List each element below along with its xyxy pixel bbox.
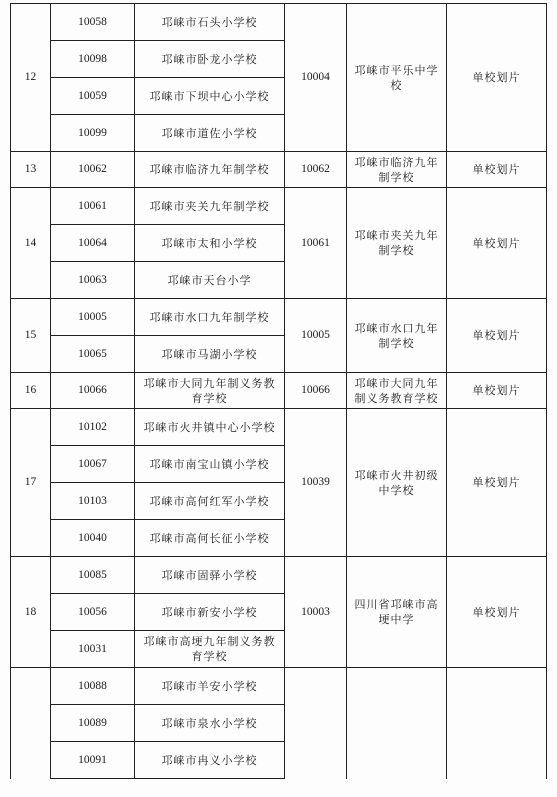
primary-school-code-cell: 10065 xyxy=(51,336,135,373)
group-index-cell: 12 xyxy=(11,4,51,152)
group-index-cell: 18 xyxy=(11,557,51,668)
primary-school-code-cell: 10059 xyxy=(51,78,135,115)
primary-school-code-cell: 10091 xyxy=(51,742,135,779)
primary-school-name-cell: 邛崃市高何长征小学校 xyxy=(135,520,285,557)
primary-school-name-cell: 邛崃市火井镇中心小学校 xyxy=(135,409,285,446)
primary-school-name-cell: 邛崃市卧龙小学校 xyxy=(135,41,285,78)
primary-school-code-cell: 10062 xyxy=(51,152,135,188)
middle-school-name-cell: 邛崃市临济九年制学校 xyxy=(347,152,447,188)
assignment-method-cell: 单校划片 xyxy=(447,299,547,373)
table-row xyxy=(11,188,547,225)
middle-school-name-cell: 四川省邛崃市高埂中学 xyxy=(347,557,447,668)
primary-school-name-cell: 邛崃市临济九年制学校 xyxy=(135,152,285,188)
group-index-cell: 15 xyxy=(11,299,51,373)
primary-school-name-cell: 邛崃市下坝中心小学校 xyxy=(135,78,285,115)
table-row xyxy=(11,557,547,594)
middle-school-code-cell: 10061 xyxy=(285,188,347,299)
table-row xyxy=(11,409,547,446)
assignment-method-cell: 单校划片 xyxy=(447,409,547,557)
primary-school-name-cell: 邛崃市夹关九年制学校 xyxy=(135,188,285,225)
primary-school-name-cell: 邛崃市马湖小学校 xyxy=(135,336,285,373)
assignment-method-cell: 单校划片 xyxy=(447,152,547,188)
group-index-cell: 17 xyxy=(11,409,51,557)
primary-school-code-cell: 10099 xyxy=(51,115,135,152)
middle-school-name-cell: 邛崃市夹关九年制学校 xyxy=(347,188,447,299)
middle-school-code-cell: 10005 xyxy=(285,299,347,373)
primary-school-code-cell: 10089 xyxy=(51,705,135,742)
primary-school-code-cell: 10088 xyxy=(51,668,135,705)
school-district-table xyxy=(10,3,547,779)
primary-school-name-cell: 邛崃市泉水小学校 xyxy=(135,705,285,742)
middle-school-code-cell: 10039 xyxy=(285,409,347,557)
primary-school-name-cell: 邛崃市羊安小学校 xyxy=(135,668,285,705)
primary-school-code-cell: 10063 xyxy=(51,262,135,299)
primary-school-code-cell: 10067 xyxy=(51,446,135,483)
middle-school-code-cell xyxy=(285,668,347,779)
group-index-cell: 16 xyxy=(11,373,51,409)
assignment-method-cell: 单校划片 xyxy=(447,557,547,668)
middle-school-name-cell: 邛崃市平乐中学校 xyxy=(347,4,447,152)
table-body xyxy=(11,4,547,779)
primary-school-name-cell: 邛崃市高埂九年制义务教育学校 xyxy=(135,631,285,668)
middle-school-name-cell: 邛崃市水口九年制学校 xyxy=(347,299,447,373)
primary-school-code-cell: 10061 xyxy=(51,188,135,225)
primary-school-code-cell: 10040 xyxy=(51,520,135,557)
primary-school-name-cell: 邛崃市大同九年制义务教育学校 xyxy=(135,373,285,409)
middle-school-code-cell: 10066 xyxy=(285,373,347,409)
primary-school-name-cell: 邛崃市冉义小学校 xyxy=(135,742,285,779)
primary-school-name-cell: 邛崃市固驿小学校 xyxy=(135,557,285,594)
primary-school-code-cell: 10064 xyxy=(51,225,135,262)
primary-school-name-cell: 邛崃市石头小学校 xyxy=(135,4,285,41)
primary-school-code-cell: 10102 xyxy=(51,409,135,446)
table-row xyxy=(11,152,547,188)
primary-school-code-cell: 10098 xyxy=(51,41,135,78)
group-index-cell: 13 xyxy=(11,152,51,188)
assignment-method-cell: 单校划片 xyxy=(447,188,547,299)
primary-school-name-cell: 邛崃市太和小学校 xyxy=(135,225,285,262)
middle-school-name-cell: 邛崃市大同九年制义务教育学校 xyxy=(347,373,447,409)
assignment-method-cell: 单校划片 xyxy=(447,4,547,152)
middle-school-code-cell: 10003 xyxy=(285,557,347,668)
group-index-cell: 14 xyxy=(11,188,51,299)
primary-school-code-cell: 10085 xyxy=(51,557,135,594)
primary-school-name-cell: 邛崃市天台小学 xyxy=(135,262,285,299)
middle-school-name-cell: 邛崃市火井初级中学校 xyxy=(347,409,447,557)
primary-school-name-cell: 邛崃市水口九年制学校 xyxy=(135,299,285,336)
primary-school-name-cell: 邛崃市道佐小学校 xyxy=(135,115,285,152)
group-index-cell xyxy=(11,668,51,779)
middle-school-name-cell xyxy=(347,668,447,779)
primary-school-code-cell: 10103 xyxy=(51,483,135,520)
primary-school-code-cell: 10056 xyxy=(51,594,135,631)
table-row xyxy=(11,373,547,409)
primary-school-name-cell: 邛崃市新安小学校 xyxy=(135,594,285,631)
primary-school-name-cell: 邛崃市南宝山镇小学校 xyxy=(135,446,285,483)
primary-school-code-cell: 10031 xyxy=(51,631,135,668)
table-row xyxy=(11,668,547,705)
primary-school-code-cell: 10005 xyxy=(51,299,135,336)
table-row xyxy=(11,299,547,336)
assignment-method-cell: 单校划片 xyxy=(447,373,547,409)
primary-school-code-cell: 10058 xyxy=(51,4,135,41)
table-row xyxy=(11,4,547,41)
middle-school-code-cell: 10004 xyxy=(285,4,347,152)
assignment-method-cell xyxy=(447,668,547,779)
middle-school-code-cell: 10062 xyxy=(285,152,347,188)
primary-school-code-cell: 10066 xyxy=(51,373,135,409)
primary-school-name-cell: 邛崃市高何红军小学校 xyxy=(135,483,285,520)
